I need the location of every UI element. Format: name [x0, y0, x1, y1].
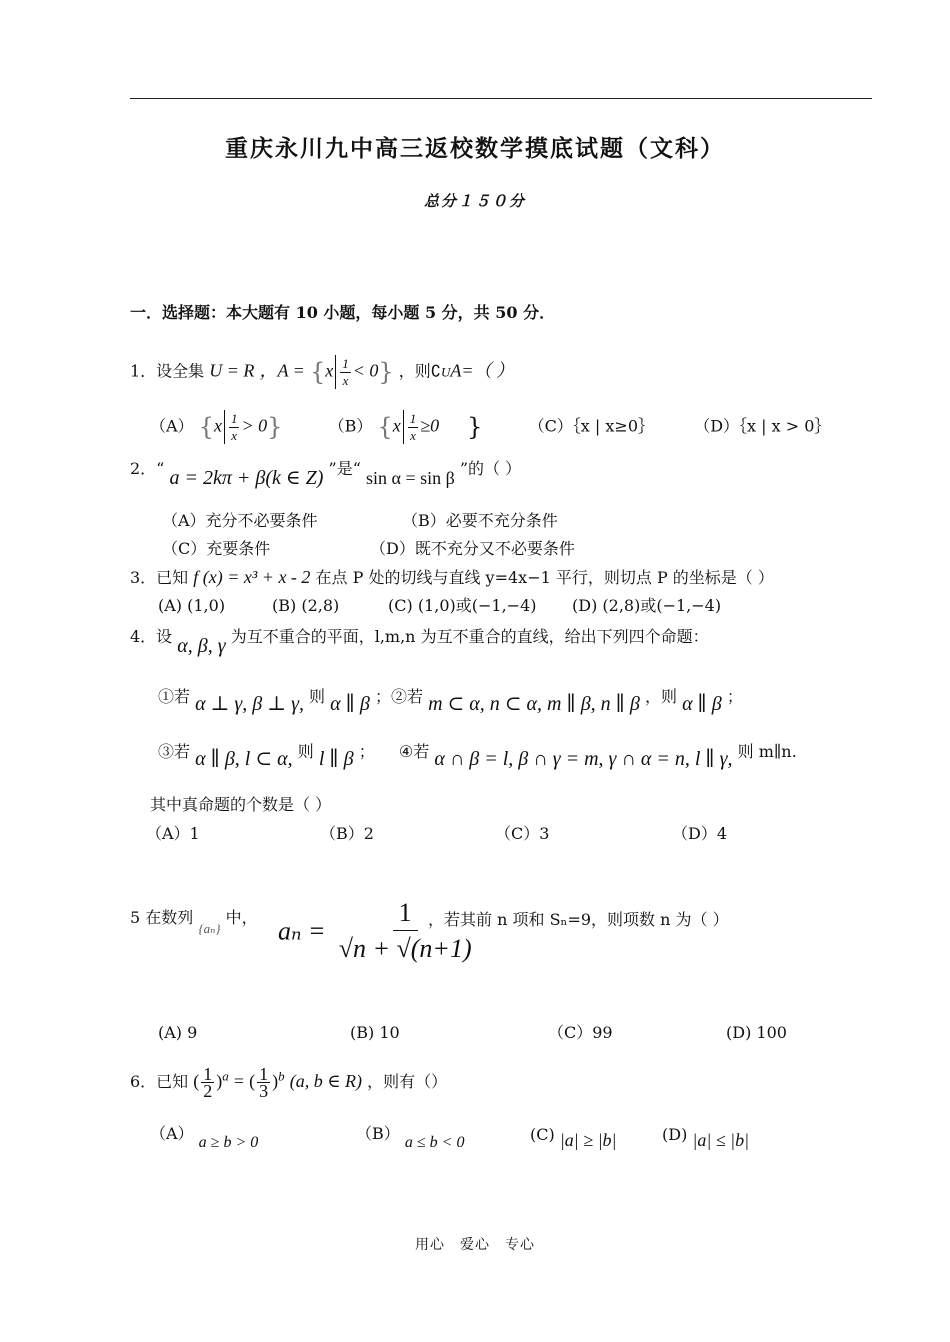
q3-option-d: (D) (2,8)或(−1,−4): [572, 596, 722, 615]
q2-option-a: （A）充分不必要条件: [162, 511, 318, 530]
page-footer: 用心 爱心 专心: [415, 1237, 535, 1253]
q5-option-d: (D) 100: [726, 1023, 787, 1042]
q1-option-c: （C）｛x | x≥0｝: [528, 416, 655, 436]
q5-numerator: 1: [393, 896, 418, 931]
question-4: 4．设 α, β, γ 为互不重合的平面，l,m,n 为互不重合的直线，给出下列四个命题：: [130, 627, 709, 657]
q6-option-c: (C) |a| ≥ |b|: [530, 1125, 617, 1150]
q1-option-d: （D）｛x | x > 0｝: [694, 416, 831, 436]
q2-option-d: （D）既不充分又不必要条件: [370, 539, 575, 558]
q4-option-a: （A）1: [146, 824, 200, 843]
question-2: 2．“ a = 2kπ + β(k ∈ Z) ”是“ sin α = sin β ”的（ ）: [130, 459, 522, 489]
q3-option-a: (A) (1,0): [158, 596, 226, 615]
q4-propositions-3-4: ③若 α ∥ β, l ⊂ α, 则 l ∥ β ； ④若 α ∩ β = l, β ∩ γ = m, γ ∩ α = n, l ∥ γ, 则 m∥n.: [158, 742, 797, 770]
q4-option-d: （D）4: [672, 824, 728, 843]
q4-option-b: （B）2: [320, 824, 374, 843]
q5-formula: aₙ = $\frac{1}{√n + √(n+1)}$: [278, 896, 480, 967]
q6-option-a: （A） a ≥ b > 0: [150, 1124, 259, 1151]
q6-condition: (a, b ∈ R): [289, 1071, 363, 1091]
q3-option-b: (B) (2,8): [272, 596, 340, 615]
header-rule: [130, 98, 872, 99]
q3-function: f (x) = x³ + x - 2: [193, 567, 311, 587]
q1-universal-set: U = R: [209, 360, 255, 381]
q6-option-b: （B） a ≤ b < 0: [356, 1124, 465, 1151]
q2-condition-1: a = 2kπ + β(k ∈ Z): [169, 467, 324, 489]
question-5: 5 在数列 $_{\{a_n\}}$ 中，: [130, 908, 258, 936]
q4-propositions-1-2: ①若 α ⊥ γ, β ⊥ γ, 则 α ∥ β ；②若 m ⊂ α, n ⊂ α, m ∥ β, n ∥ β ，则 α ∥ β ；: [158, 687, 743, 715]
question-1: 1．设全集 U = R ，A = {x $\frac{1}{x}$ < 0} ，则∁UA=（ ）: [130, 355, 514, 388]
q1-options: （A） {x $\frac{1}{x}$ > 0} （B） {x $\frac{1}{x}$ ≥0 } （C）｛x | x≥0｝ （D）｛x | x > 0｝: [150, 410, 831, 443]
q5-denominator: √n + √(n+1): [338, 934, 472, 963]
q6-option-d: (D) |a| ≤ |b|: [662, 1125, 750, 1150]
q5-sequence: {aₙ}: [198, 921, 221, 936]
q1-option-a: （A）: [150, 416, 194, 436]
question-3: 3．已知 f (x) = x³ + x - 2 在点 P 处的切线与直线 y=4x−1 平行，则切点 P 的坐标是（ ）: [130, 567, 774, 587]
q2-option-b: （B）必要不充分条件: [402, 511, 558, 530]
q2-option-c: （C）充要条件: [162, 539, 271, 558]
question-6: 6．已知 ( $\frac{1}{2}$ )$^a$ = ( $\frac{1}{3}$ )$^b$ (a, b ∈ R) ，则有（）: [130, 1064, 448, 1101]
q1-option-b: （B）: [328, 416, 373, 436]
q5-option-c: （C）99: [548, 1023, 613, 1042]
q4-option-c: （C）3: [495, 824, 550, 843]
section-heading: 一．选择题：本大题有 10 小题，每小题 5 分，共 50 分．: [130, 303, 556, 322]
total-score: 总分１５０分: [423, 192, 526, 210]
q3-option-c: (C) (1,0)或(−1,−4): [388, 596, 537, 615]
page-title: 重庆永川九中高三返校数学摸底试题（文科）: [225, 135, 725, 162]
q5-option-a: (A) 9: [158, 1023, 198, 1042]
q2-condition-2: sin α = sin β: [366, 468, 455, 488]
q5-option-b: (B) 10: [350, 1023, 400, 1042]
q5-suffix: ，若其前 n 项和 Sₙ=9，则项数 n 为（ ）: [428, 910, 729, 929]
q4-question: 其中真命题的个数是（ ）: [150, 795, 332, 814]
q4-planes: α, β, γ: [177, 635, 226, 657]
